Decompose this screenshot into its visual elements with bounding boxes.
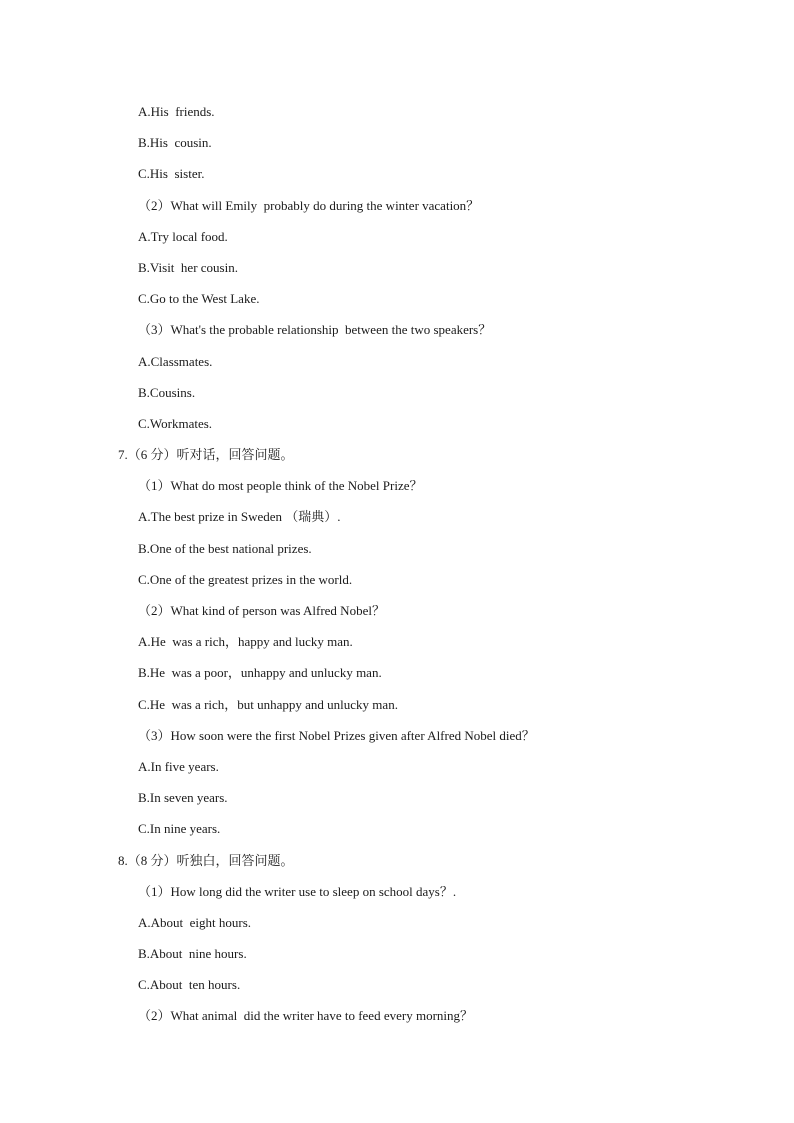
option-b-cousins: B.Cousins. xyxy=(138,384,196,400)
sub-question-animal: （2）What animal did the writer have to feed every morning？ xyxy=(138,1008,474,1024)
option-b-nine-hours: B.About nine hours. xyxy=(138,946,247,962)
option-c-greatest-prizes: C.One of the greatest prizes in the world. xyxy=(138,571,353,587)
option-b-poor-unhappy: B.He was a poor，unhappy and unlucky man. xyxy=(138,665,382,681)
sub-question-emily-vacation: （2）What will Emily probably do during the winter vacation？ xyxy=(138,197,480,213)
option-a-rich-happy: A.He was a rich，happy and lucky man. xyxy=(138,634,353,650)
sub-question-sleep: （1）How long did the writer use to sleep on school days？. xyxy=(138,883,457,899)
sub-question-how-soon: （3）How soon were the first Nobel Prizes given after Alfred Nobel died？ xyxy=(138,727,535,743)
sub-question-nobel-prize: （1）What do most people think of the Nobel Prize？ xyxy=(138,478,423,494)
sub-question-relationship: （3）What's the probable relationship between the two speakers？ xyxy=(138,322,492,338)
sub-question-alfred-nobel: （2）What kind of person was Alfred Nobel？ xyxy=(138,603,385,618)
option-c-rich-unhappy: C.He was a rich，but unhappy and unlucky man. xyxy=(138,696,398,712)
option-c-nine-years: C.In nine years. xyxy=(138,821,221,837)
document-page xyxy=(0,96,794,1032)
option-b-seven-years: B.In seven years. xyxy=(138,790,228,806)
option-c-west-lake: C.Go to the West Lake. xyxy=(138,291,260,307)
option-a-local-food: A.Try local food. xyxy=(138,228,228,244)
option-b-visit-cousin: B.Visit her cousin. xyxy=(138,259,238,275)
option-c-sister: C.His sister. xyxy=(138,166,205,182)
option-a-classmates: A.Classmates. xyxy=(138,353,213,369)
option-c-ten-hours: C.About ten hours. xyxy=(138,977,241,993)
option-a-eight-hours: A.About eight hours. xyxy=(138,914,252,930)
option-a-friends: A.His friends. xyxy=(138,104,215,119)
option-b-cousin: B.His cousin. xyxy=(138,135,212,151)
question-7-header: 7.（6 分）听对话，回答问题。 xyxy=(118,447,294,463)
option-c-workmates: C.Workmates. xyxy=(138,415,213,431)
option-a-five-years: A.In five years. xyxy=(138,758,219,774)
question-8-header: 8.（8 分）听独白，回答问题。 xyxy=(118,852,294,868)
option-a-best-prize-sweden: A.The best prize in Sweden （瑞典）. xyxy=(138,509,341,525)
option-b-national-prizes: B.One of the best national prizes. xyxy=(138,540,312,556)
